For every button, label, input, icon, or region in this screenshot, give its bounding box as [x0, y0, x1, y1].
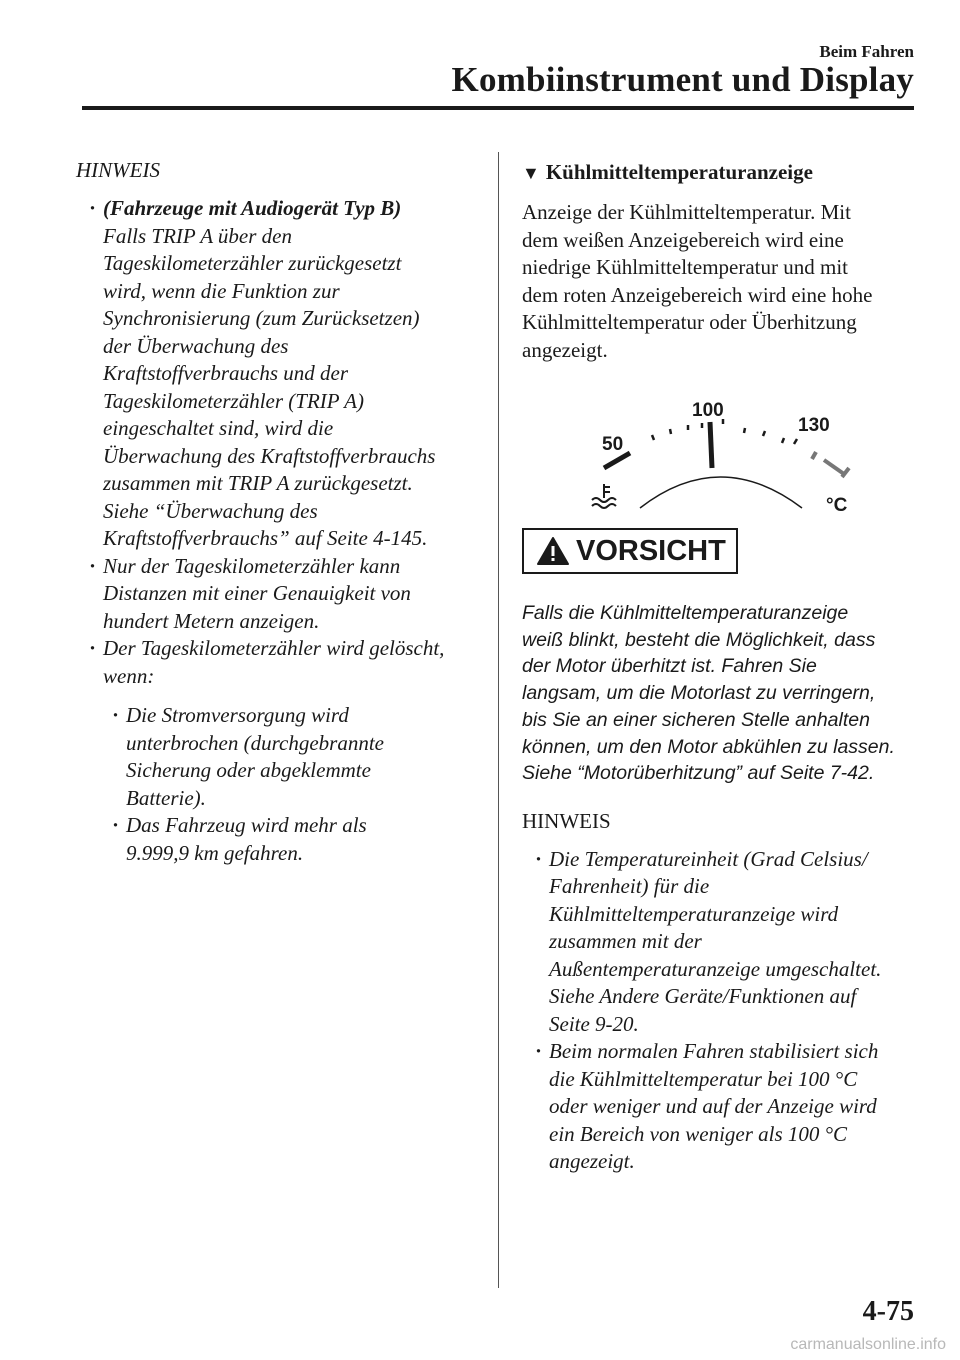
coolant-temperature-gauge — [580, 386, 860, 516]
bullet-line: Siehe Andere Geräte/Funktionen auf — [549, 984, 857, 1009]
bullet-line: Die Temperatureinheit (Grad Celsius/ — [549, 846, 868, 871]
bullet-line: zusammen mit TRIP A zurückgesetzt. — [103, 471, 413, 495]
tick-130 — [812, 452, 816, 459]
minor-tick — [744, 428, 745, 433]
gauge-arc — [640, 477, 802, 508]
page-number: 4-75 — [862, 1296, 914, 1327]
bullet-line: Tageskilometerzähler (TRIP A) — [103, 388, 364, 413]
minor-tick — [794, 439, 797, 444]
para-line: Kühlmitteltemperatur oder Überhitzung — [522, 310, 857, 334]
bullet-line: Batterie). — [126, 785, 206, 810]
caution-line: bis Sie an einer sicheren Stelle anhalten — [522, 708, 870, 731]
note-heading: HINWEIS — [522, 808, 611, 833]
bullet-line: wird, wenn die Funktion zur — [103, 278, 340, 303]
minor-tick — [782, 438, 784, 443]
note-bullet-precision — [76, 553, 476, 636]
para-line: angezeigt. — [522, 337, 608, 362]
caution-text — [522, 600, 924, 787]
bullet-line: Kraftstoffverbrauchs und der — [103, 361, 348, 385]
minor-tick — [670, 429, 671, 434]
bullet-line: Synchronisierung (zum Zurücksetzen) — [103, 306, 420, 330]
bullet-line: Kühlmitteltemperaturanzeige wird — [549, 901, 839, 926]
bullet-line: Fahrenheit) für die — [549, 874, 710, 899]
header-rule — [82, 106, 914, 110]
para-line: niedrige Kühlmitteltemperatur und mit — [522, 255, 849, 279]
bullet-dot: · — [89, 553, 97, 578]
bullet-line: hundert Metern anzeigen. — [103, 608, 320, 633]
warning-triangle-icon — [536, 536, 570, 566]
bullet-line: oder weniger und auf der Anzeige wird — [549, 1094, 877, 1119]
bullet-dot: · — [535, 846, 543, 871]
bullet-line: wenn: — [103, 663, 155, 688]
bullet-dot: · — [112, 813, 120, 837]
sub-bullet-power — [76, 702, 476, 812]
para-line: dem roten Anzeigebereich wird eine hohe — [522, 282, 873, 307]
header-section: Beim Fahren — [819, 42, 914, 61]
bullet-heading: (Fahrzeuge mit Audiogerät Typ B) — [103, 196, 402, 220]
caution-line: langsam, um die Motorlast zu verringern, — [522, 682, 876, 705]
caution-line: können, um den Motor abkühlen zu lassen. — [522, 735, 895, 758]
gauge-unit: °C — [826, 495, 848, 516]
left-column — [76, 158, 476, 867]
gauge-label-50: 50 — [602, 434, 624, 455]
bullet-dot: · — [112, 703, 120, 727]
bullet-line: die Kühlmitteltemperatur bei 100 °C — [549, 1066, 858, 1091]
bullet-line: Außentemperaturanzeige umgeschaltet. — [549, 956, 882, 981]
watermark: carmanualsonline.info — [790, 1336, 946, 1353]
red-zone-marker — [824, 460, 844, 474]
bullet-line: Tageskilometerzähler zurückgesetzt — [103, 251, 402, 275]
section-title-text: Kühlmitteltemperaturanzeige — [545, 160, 813, 184]
section-title — [522, 160, 922, 185]
bullet-line: der Überwachung des — [103, 333, 289, 358]
bullet-line: Sicherung oder abgeklemmte — [126, 758, 371, 782]
coolant-temperature-icon — [592, 484, 616, 508]
caution-label: VORSICHT — [576, 534, 726, 567]
column-divider — [498, 152, 499, 1288]
bullet-line: eingeschaltet sind, wird die — [103, 416, 334, 440]
tick-100 — [710, 422, 712, 468]
bullet-line: angezeigt. — [549, 1149, 635, 1174]
bullet-dot: · — [89, 636, 97, 660]
right-column — [522, 158, 922, 1176]
gauge-label-100: 100 — [692, 400, 724, 421]
note-bullet-normal-driving — [522, 1038, 922, 1176]
bullet-line: unterbrochen (durchgebrannte — [126, 730, 384, 755]
minor-tick — [763, 431, 765, 436]
bullet-line: Distanzen mit einer Genauigkeit von — [103, 581, 411, 605]
bullet-line: Das Fahrzeug wird mehr als — [126, 813, 367, 837]
bullet-line: Nur der Tageskilometerzähler kann — [103, 553, 401, 578]
bullet-line: Der Tageskilometerzähler wird gelöscht, — [103, 636, 445, 660]
para-line: dem weißen Anzeigebereich wird eine — [522, 227, 844, 252]
triangle-down-icon: ▼ — [522, 163, 540, 183]
caution-box — [522, 528, 738, 574]
bullet-line: Siehe “Überwachung des — [103, 498, 318, 523]
note-heading: HINWEIS — [76, 158, 160, 182]
gauge-label-130: 130 — [798, 415, 830, 436]
page-title: Kombiinstrument und Display — [451, 60, 914, 99]
bullet-line: Beim normalen Fahren stabilisiert sich — [549, 1039, 879, 1064]
red-zone-marker — [842, 468, 849, 477]
bullet-line: Überwachung des Kraftstoffverbrauchs — [103, 443, 436, 468]
bullet-line: 9.999,9 km gefahren. — [126, 840, 304, 865]
bullet-line: Kraftstoffverbrauchs” auf Seite 4-145. — [103, 526, 428, 550]
minor-tick — [652, 435, 654, 440]
bullet-dot: · — [535, 1039, 543, 1064]
bullet-dot: · — [89, 196, 97, 220]
bullet-line: ein Bereich von weniger als 100 °C — [549, 1121, 848, 1146]
note-bullet-unit — [522, 846, 922, 1039]
caution-line: weiß blinkt, besteht die Möglichkeit, dass — [522, 628, 876, 651]
tick-50 — [604, 453, 630, 468]
caution-line: Falls die Kühlmitteltemperaturanzeige — [522, 602, 849, 624]
note-bullet-cleared — [76, 635, 476, 690]
bullet-line: Falls TRIP A über den — [103, 223, 292, 248]
sub-bullet-distance — [76, 812, 476, 867]
caution-line: Siehe “Motorüberhitzung” auf Seite 7-42. — [522, 762, 875, 785]
bullet-line: Die Stromversorgung wird — [126, 703, 349, 727]
caution-line: der Motor überhitzt ist. Fahren Sie — [522, 655, 817, 678]
para-line: Anzeige der Kühlmitteltemperatur. Mit — [522, 200, 851, 224]
bullet-line: Seite 9-20. — [549, 1011, 639, 1036]
bullet-line: zusammen mit der — [549, 929, 702, 954]
intro-paragraph — [522, 199, 922, 364]
note-bullet-trip-reset — [76, 195, 476, 553]
